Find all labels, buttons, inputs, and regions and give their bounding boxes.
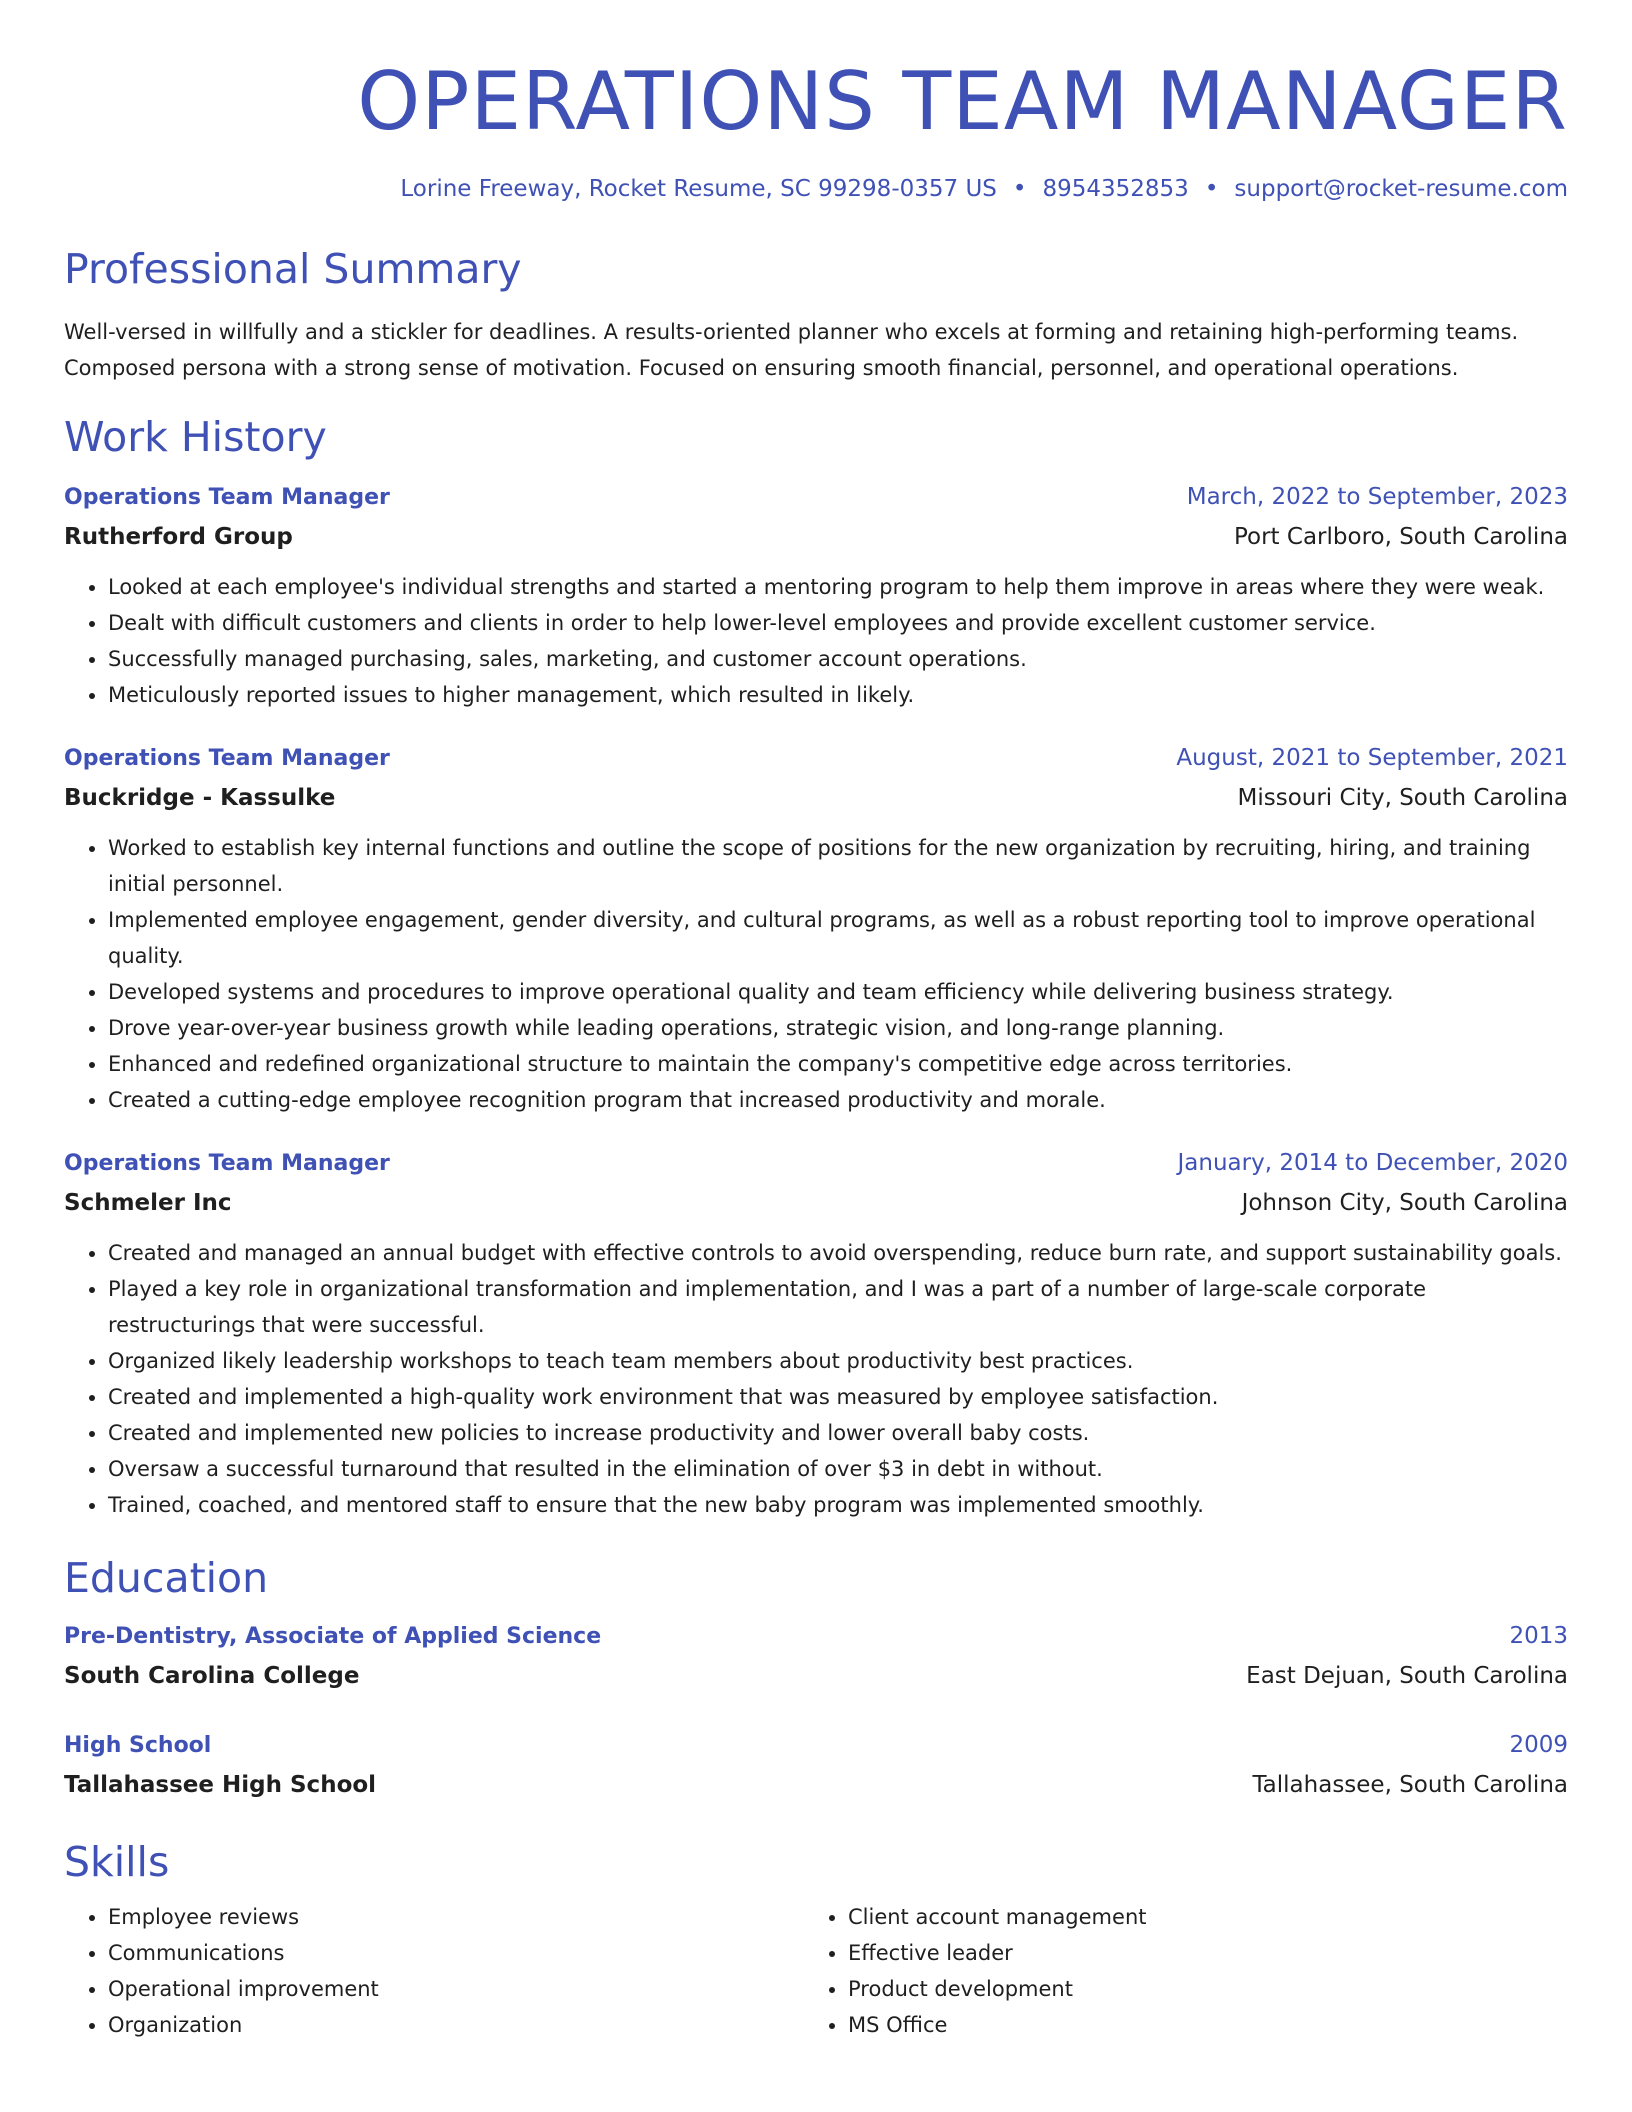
summary-heading: Professional Summary bbox=[64, 245, 522, 293]
education-section bbox=[64, 1551, 1568, 1805]
education-location: Tallahassee, South Carolina bbox=[1252, 1772, 1568, 1798]
job-bullet: • Oversaw a successful turnaround that resulted in the elimination of over $3 in debt in without. bbox=[108, 1451, 1568, 1487]
skill-item: • Organization bbox=[108, 2007, 804, 2043]
job-location: Port Carlboro, South Carolina bbox=[1233, 524, 1568, 550]
job-bullet: • Created and implemented a high-quality work environment that was measured by employee satisfaction. bbox=[108, 1379, 1568, 1415]
work-history-heading: Work History bbox=[64, 413, 327, 461]
job-location: Johnson City, South Carolina bbox=[1241, 1190, 1568, 1216]
resume-header bbox=[64, 52, 1568, 206]
contact-separator: • bbox=[1204, 176, 1219, 202]
job-bullet: • Trained, coached, and mentored staff to ensure that the new baby program was implemented smoothly. bbox=[108, 1487, 1568, 1523]
skills-heading: Skills bbox=[64, 1838, 170, 1886]
job-bullets bbox=[64, 830, 1568, 1118]
job-bullet: • Created and managed an annual budget with effective controls to avoid overspending, reduce burn rate, and support sustainability goals. bbox=[108, 1235, 1568, 1271]
skill-item: • Operational improvement bbox=[108, 1971, 804, 2007]
job-bullet: • Dealt with difficult customers and clients in order to help lower-level employees and provide excellent customer service. bbox=[108, 605, 1568, 641]
job-bullet: • Played a key role in organizational transformation and implementation, and I was a part of a number of large-scale corporate restructurings that were successful. bbox=[108, 1271, 1568, 1343]
job-entry bbox=[64, 739, 1568, 1118]
job-bullet: • Created and implemented new policies to increase productivity and lower overall baby costs. bbox=[108, 1415, 1568, 1451]
skill-item: • Client account management bbox=[848, 1899, 1544, 1935]
contact-address: Lorine Freeway, Rocket Resume, SC 99298-0357 US bbox=[400, 176, 997, 202]
summary-section bbox=[64, 242, 1568, 386]
job-bullet: • Meticulously reported issues to higher management, which resulted in likely. bbox=[108, 677, 1568, 713]
education-school: Tallahassee High School bbox=[64, 1772, 377, 1798]
job-role: Operations Team Manager bbox=[64, 746, 390, 771]
job-bullet: • Organized likely leadership workshops to teach team members about productivity best practices. bbox=[108, 1343, 1568, 1379]
education-year: 2009 bbox=[1509, 1732, 1568, 1758]
education-degree: Pre-Dentistry, Associate of Applied Science bbox=[64, 1624, 602, 1649]
summary-text: Well-versed in willfully and a stickler for deadlines. A results-oriented planner who excels at forming and retaining high-performing teams. Composed persona with a strong sense of motivation. Focused on ensuring smooth financial, personnel, and operational operations. bbox=[64, 320, 1519, 380]
job-entry bbox=[64, 1144, 1568, 1523]
job-company: Rutherford Group bbox=[64, 524, 293, 550]
job-bullet: • Developed systems and procedures to improve operational quality and team efficiency while delivering business strategy. bbox=[108, 974, 1568, 1010]
job-dates: January, 2014 to December, 2020 bbox=[1177, 1150, 1568, 1176]
job-company: Buckridge - Kassulke bbox=[64, 785, 336, 811]
job-bullet: • Drove year-over-year business growth while leading operations, strategic vision, and long-range planning. bbox=[108, 1010, 1568, 1046]
skill-item: • Effective leader bbox=[848, 1935, 1544, 1971]
skill-item: • MS Office bbox=[848, 2007, 1544, 2043]
education-degree: High School bbox=[64, 1733, 212, 1758]
job-bullet: • Worked to establish key internal functions and outline the scope of positions for the new organization by recruiting, hiring, and training initial personnel. bbox=[108, 830, 1568, 902]
work-history-section bbox=[64, 410, 1568, 1523]
contact-separator: • bbox=[1012, 176, 1027, 202]
job-entry bbox=[64, 478, 1568, 713]
job-dates: August, 2021 to September, 2021 bbox=[1176, 745, 1568, 771]
education-school: South Carolina College bbox=[64, 1663, 360, 1689]
job-bullets bbox=[64, 1235, 1568, 1523]
job-bullet: • Looked at each employee's individual strengths and started a mentoring program to help them improve in areas where they were weak. bbox=[108, 569, 1568, 605]
job-dates: March, 2022 to September, 2023 bbox=[1186, 484, 1568, 510]
job-bullet: • Successfully managed purchasing, sales, marketing, and customer account operations. bbox=[108, 641, 1568, 677]
skill-item: • Product development bbox=[848, 1971, 1544, 2007]
contact-line bbox=[64, 172, 1568, 206]
education-year: 2013 bbox=[1509, 1623, 1568, 1649]
education-location: East Dejuan, South Carolina bbox=[1246, 1663, 1568, 1689]
job-role: Operations Team Manager bbox=[64, 485, 390, 510]
education-entry bbox=[64, 1726, 1568, 1805]
job-company: Schmeler Inc bbox=[64, 1190, 232, 1216]
skills-section bbox=[64, 1835, 1568, 2043]
job-location: Missouri City, South Carolina bbox=[1237, 785, 1568, 811]
skills-list-left bbox=[64, 1899, 804, 2043]
contact-email[interactable]: support@rocket-resume.com bbox=[1234, 176, 1568, 202]
skills-columns bbox=[64, 1899, 1568, 2043]
contact-phone: 8954352853 bbox=[1042, 176, 1189, 202]
resume-title: OPERATIONS TEAM MANAGER bbox=[357, 55, 1568, 148]
education-entry bbox=[64, 1617, 1568, 1696]
job-bullet: • Created a cutting-edge employee recognition program that increased productivity and morale. bbox=[108, 1082, 1568, 1118]
job-bullets bbox=[64, 569, 1568, 713]
job-bullet: • Implemented employee engagement, gender diversity, and cultural programs, as well as a robust reporting tool to improve operational quality. bbox=[108, 902, 1568, 974]
education-heading: Education bbox=[64, 1554, 269, 1602]
job-bullet: • Enhanced and redefined organizational structure to maintain the company's competitive edge across territories. bbox=[108, 1046, 1568, 1082]
skill-item: • Employee reviews bbox=[108, 1899, 804, 1935]
skills-list-right bbox=[804, 1899, 1544, 2043]
skill-item: • Communications bbox=[108, 1935, 804, 1971]
job-role: Operations Team Manager bbox=[64, 1151, 390, 1176]
